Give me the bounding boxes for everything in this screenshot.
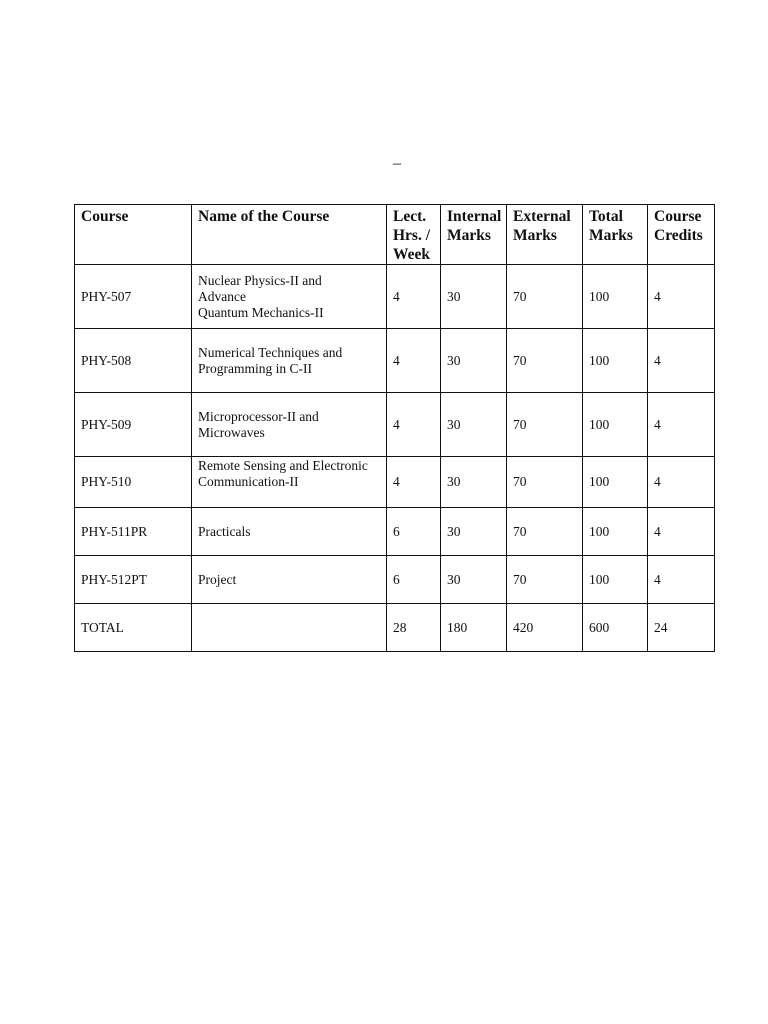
course-name-cell [192,329,387,393]
header-row [75,205,715,265]
header-total-marks [583,205,648,265]
course-name-line: Quantum Mechanics-II [198,304,324,320]
course-table [74,204,715,652]
header-lecture-hours-line-1: Lect. [393,208,427,225]
internal-marks-cell: 30 [441,508,507,556]
header-course-name [192,205,387,265]
header-external-marks-line-1: External [513,208,571,225]
external-marks-cell: 70 [507,265,583,329]
external-marks-cell: 420 [507,604,583,652]
course-name-line: Practicals [198,523,251,539]
lecture-hours-cell: 4 [387,329,441,393]
external-marks-cell: 70 [507,393,583,457]
course-credits-cell: 4 [648,556,715,604]
course-name-line: Advance [198,288,246,304]
total-marks-cell: 100 [583,329,648,393]
total-marks-cell: 100 [583,265,648,329]
course-name-cell [192,265,387,329]
header-internal-marks [441,205,507,265]
course-name-line: Programming in C-II [198,360,312,376]
course-name-cell [192,556,387,604]
course-code-cell: PHY-512PT [75,556,192,604]
total-marks-cell: 600 [583,604,648,652]
course-name-line: Microwaves [198,424,265,440]
course-credits-cell: 24 [648,604,715,652]
header-lecture-hours [387,205,441,265]
header-course-credits-line-2: Credits [654,227,703,244]
internal-marks-cell: 30 [441,393,507,457]
course-name-cell [192,457,387,508]
total-marks-cell: 100 [583,556,648,604]
external-marks-cell: 70 [507,329,583,393]
course-name-line: Project [198,571,237,587]
course-name-line: Numerical Techniques and [198,344,343,360]
course-code-cell: PHY-511PR [75,508,192,556]
course-name-line: Nuclear Physics-II and [198,272,322,288]
lecture-hours-cell: 6 [387,556,441,604]
table-row [75,393,715,457]
header-course-credits [648,205,715,265]
course-code-cell: PHY-507 [75,265,192,329]
lecture-hours-cell: 4 [387,457,441,508]
course-code-cell: TOTAL [75,604,192,652]
total-marks-cell: 100 [583,508,648,556]
course-code-cell: PHY-509 [75,393,192,457]
course-name-cell [192,393,387,457]
course-credits-cell: 4 [648,329,715,393]
total-row [75,604,715,652]
course-credits-cell: 4 [648,265,715,329]
course-code-cell: PHY-510 [75,457,192,508]
course-name-line: Microprocessor-II and [198,408,319,424]
header-internal-marks-line-1: Internal [447,208,502,225]
course-name-cell [192,508,387,556]
lecture-hours-cell: 28 [387,604,441,652]
header-lecture-hours-line-2: Hrs. / [393,227,431,244]
course-credits-cell: 4 [648,393,715,457]
external-marks-cell: 70 [507,556,583,604]
table-row [75,508,715,556]
total-marks-cell: 100 [583,393,648,457]
table-row [75,457,715,508]
internal-marks-cell: 30 [441,329,507,393]
header-course [75,205,192,265]
course-name-line: Communication-II [198,474,299,489]
lecture-hours-cell: 4 [387,265,441,329]
lecture-hours-cell: 6 [387,508,441,556]
table-row [75,556,715,604]
internal-marks-cell: 30 [441,556,507,604]
course-name-cell [192,604,387,652]
header-course-line: Course [81,208,129,225]
internal-marks-cell: 30 [441,265,507,329]
course-credits-cell: 4 [648,457,715,508]
total-marks-cell: 100 [583,457,648,508]
page-dash: – [393,155,401,172]
table-row [75,265,715,329]
external-marks-cell: 70 [507,457,583,508]
course-code-cell: PHY-508 [75,329,192,393]
header-total-marks-line-1: Total [589,208,623,225]
header-course-credits-line-1: Course [654,208,702,225]
course-credits-cell: 4 [648,508,715,556]
header-course-name-line: Name of the Course [198,208,330,225]
course-name-line: Remote Sensing and Electronic [198,458,368,473]
internal-marks-cell: 180 [441,604,507,652]
header-external-marks-line-2: Marks [513,227,557,244]
internal-marks-cell: 30 [441,457,507,508]
lecture-hours-cell: 4 [387,393,441,457]
external-marks-cell: 70 [507,508,583,556]
header-external-marks [507,205,583,265]
header-total-marks-line-2: Marks [589,227,633,244]
header-lecture-hours-line-3: Week [393,246,431,263]
header-internal-marks-line-2: Marks [447,227,491,244]
table-row [75,329,715,393]
